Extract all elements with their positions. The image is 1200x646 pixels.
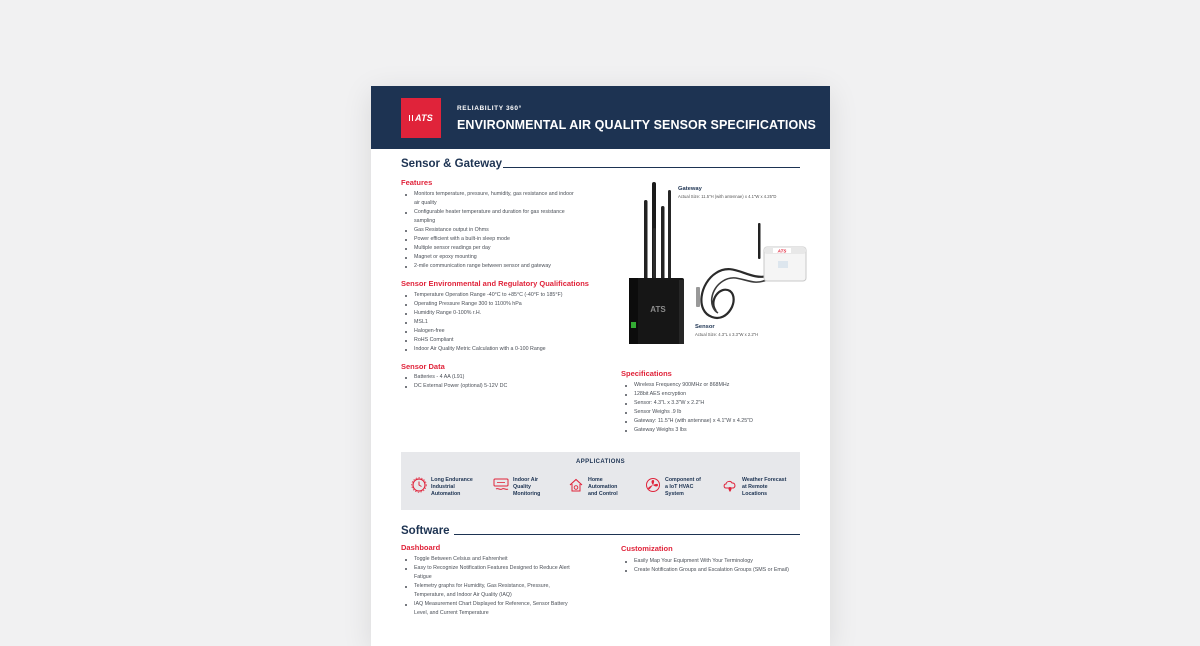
specifications-heading: Specifications: [621, 369, 672, 378]
cloud-location-icon: [722, 477, 738, 493]
application-label: Long Endurance Industrial Automation: [431, 477, 473, 497]
list-item: DC External Power (optional) 5-12V DC: [401, 382, 601, 391]
section-title-software: Software: [401, 525, 450, 537]
air-monitor-icon: [493, 477, 509, 493]
list-item: Multiple sensor readings per day: [401, 244, 576, 253]
qualifications-list: [401, 291, 601, 354]
list-item: Sensor Weighs .9 lb: [621, 408, 811, 417]
page-title: ENVIRONMENTAL AIR QUALITY SENSOR SPECIFICATIONS: [457, 118, 816, 132]
list-item: Temperature Operation Range -40°C to +85°C (-40°F to 185°F): [401, 291, 601, 300]
section-title-sensor-gateway: Sensor & Gateway: [401, 158, 502, 170]
list-item: MSL1: [401, 318, 601, 327]
sheet-header: [371, 86, 830, 149]
list-item: Wireless Frequency 900MHz or 868MHz: [621, 381, 811, 390]
logo-text: ATS: [415, 113, 433, 123]
list-item: Batteries - 4 AA (L91): [401, 373, 601, 382]
list-item: Sensor: 4.3"L x 3.3"W x 2.2"H: [621, 399, 811, 408]
application-item: [722, 477, 790, 498]
logo-mark-icon: [409, 115, 413, 121]
application-item: [568, 477, 624, 498]
customization-heading: Customization: [621, 544, 673, 553]
application-label: Weather Forecast at Remote Locations: [742, 477, 787, 497]
list-item: Gateway Weighs 3 lbs: [621, 426, 811, 435]
gateway-device-image: [621, 178, 701, 348]
dashboard-heading: Dashboard: [401, 543, 441, 552]
sensor-device-label: ATS: [777, 248, 787, 254]
list-item: 128bit AES encryption: [621, 390, 811, 399]
specifications-list: [621, 381, 811, 435]
list-item: Magnet or epoxy mounting: [401, 253, 576, 262]
gateway-device-label: ATS: [650, 305, 666, 314]
sensor-device-image: [696, 221, 808, 326]
customization-list: [621, 557, 801, 575]
sensor-size: Actual Size: 4.3"L x 3.3"W x 2.2"H: [695, 332, 759, 337]
spec-sheet: [371, 86, 830, 646]
list-item: Easy to Recognize Notification Features Designed to Reduce Alert Fatigue: [401, 564, 579, 582]
features-list: [401, 190, 576, 271]
application-item: [411, 477, 483, 498]
list-item: Create Notification Groups and Escalation Groups (SMS or Email): [621, 566, 801, 575]
list-item: Monitors temperature, pressure, humidity, gas resistance and indoor air quality: [401, 190, 576, 208]
list-item: Configurable heater temperature and duration for gas resistance sampling: [401, 208, 576, 226]
list-item: Indoor Air Quality Metric Calculation with a 0-100 Range: [401, 345, 601, 354]
ats-logo: [401, 98, 441, 138]
hvac-fan-icon: [645, 477, 661, 493]
application-item: [645, 477, 705, 498]
application-label: Component of a IoT HVAC System: [665, 477, 701, 497]
list-item: Power efficient with a built-in sleep mode: [401, 235, 576, 244]
sensor-label: Sensor: [695, 324, 715, 330]
dashboard-list: [401, 555, 579, 618]
list-item: 2-mile communication range between sensor and gateway: [401, 262, 576, 271]
list-item: IAQ Measurement Chart Displayed for Reference, Sensor Battery Level, and Current Temperature: [401, 600, 579, 618]
clock-gear-icon: [411, 477, 427, 493]
application-label: Indoor Air Quality Monitoring: [513, 477, 541, 497]
header-kicker: RELIABILITY 360°: [457, 105, 522, 112]
list-item: Easily Map Your Equipment With Your Terminology: [621, 557, 801, 566]
sensor-data-heading: Sensor Data: [401, 362, 445, 371]
features-heading: Features: [401, 178, 433, 187]
application-item: [493, 477, 547, 498]
list-item: Toggle Between Celsius and Fahrenheit: [401, 555, 579, 564]
applications-band: [401, 452, 800, 510]
list-item: Gas Resistance output in Ohms: [401, 226, 576, 235]
section-divider: [454, 534, 800, 535]
list-item: RoHS Compliant: [401, 336, 601, 345]
section-divider: [503, 167, 800, 168]
list-item: Humidity Range 0-100% r.H.: [401, 309, 601, 318]
list-item: Gateway: 11.5"H (with antennae) x 4.1"W x 4.25"D: [621, 417, 811, 426]
application-label: Home Automation and Control: [588, 477, 618, 497]
list-item: Operating Pressure Range 300 to 1100% hPa: [401, 300, 601, 309]
qualifications-heading: Sensor Environmental and Regulatory Qualifications: [401, 279, 589, 288]
home-gear-icon: [568, 477, 584, 493]
sensor-data-list: [401, 373, 601, 391]
gateway-label: Gateway: [678, 186, 702, 192]
list-item: Telemetry graphs for Humidity, Gas Resistance, Pressure, Temperature, and Indoor Air Quality (IAQ): [401, 582, 579, 600]
list-item: Halogen-free: [401, 327, 601, 336]
applications-title: APPLICATIONS: [575, 459, 626, 465]
gateway-size: Actual Size: 11.5"H (with antennae) x 4.1"W x 4.25"D: [678, 194, 777, 199]
